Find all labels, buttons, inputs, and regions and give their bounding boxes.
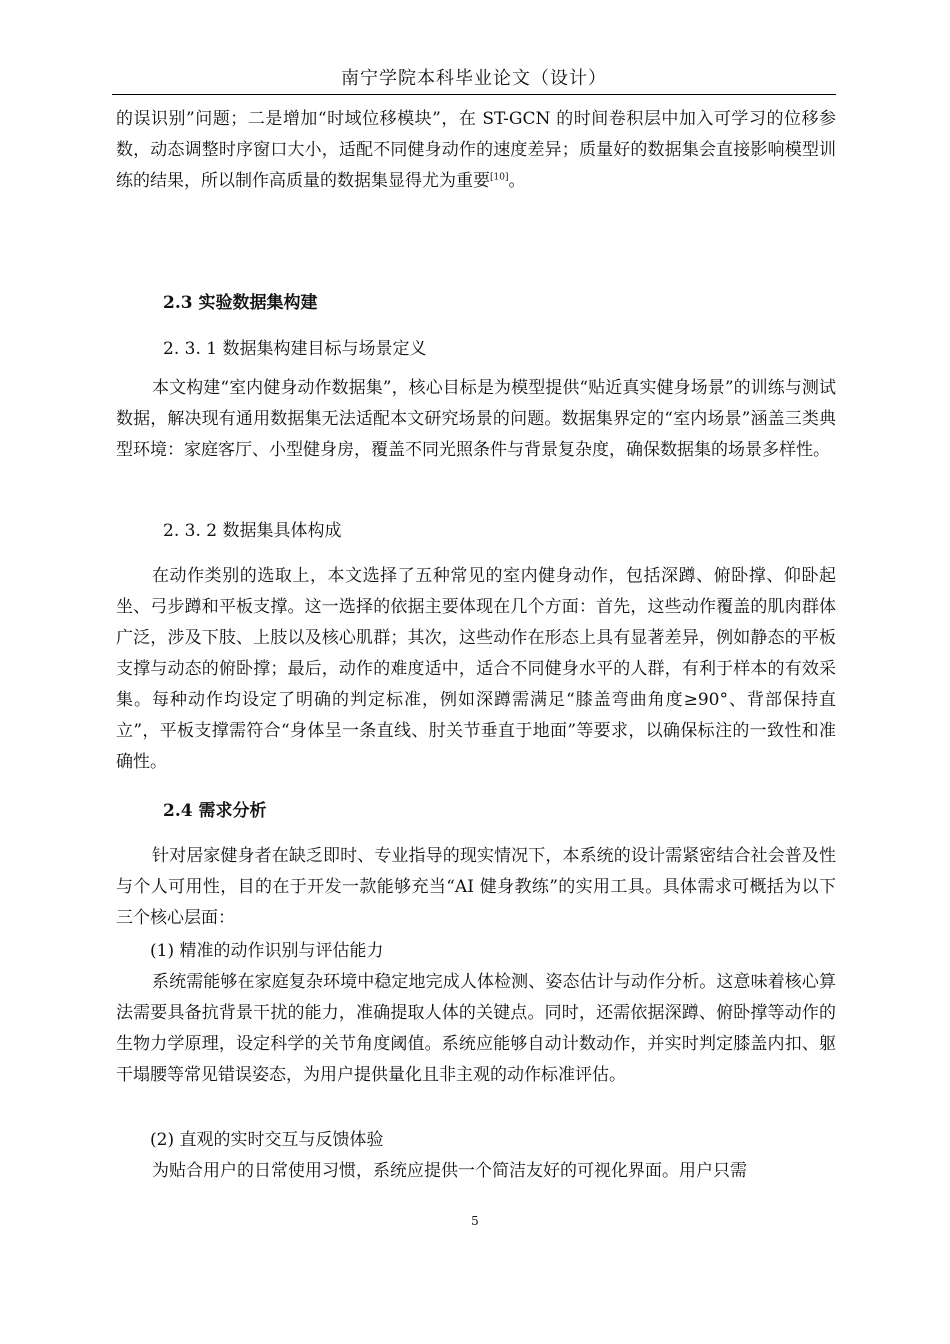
page-number: 5 xyxy=(471,1214,479,1228)
intro-text: 的误识别”问题；二是增加“时域位移模块”，在 ST-GCN 的时间卷积层中加入可学习的位移参数，动态调整时序窗口大小，适配不同健身动作的速度差异；质量好的数据集会直接影响模型训练的结果，所以制作高质量的数据集显得尤为重要 xyxy=(116,109,836,191)
list-item-2-text: 为贴合用户的日常使用习惯，系统应提供一个简洁友好的可视化界面。用户只需 xyxy=(152,1161,747,1181)
paragraph-2-3-2: 在动作类别的选取上，本文选择了五种常见的室内健身动作，包括深蹲、俯卧撑、仰卧起坐、弓步蹲和平板支撑。这一选择的依据主要体现在几个方面：首先，这些动作覆盖的肌肉群体广泛，涉及下肢、上肢以及核心肌群；其次，这些动作在形态上具有显著差异，例如静态的平板支撑与动态的俯卧撑；最后，动作的难度适中，适合不同健身水平的人群，有利于样本的有效采集。每种动作均设定了明确的判定标准，例如深蹲需满足“膝盖弯曲角度≥90°、背部保持直立”，平板支撑需符合“身体呈一条直线、肘关节垂直于地面”等要求，以确保标注的一致性和准确性。 xyxy=(116,566,836,772)
subsection-heading-2-3-2: 2. 3. 2 数据集具体构成 xyxy=(163,521,342,541)
subsection-heading-2-3-1: 2. 3. 1 数据集构建目标与场景定义 xyxy=(163,339,427,359)
running-header: 南宁学院本科毕业论文（设计） xyxy=(341,68,607,89)
section-heading-2-4: 2.4 需求分析 xyxy=(163,801,267,821)
list-item-1-text: 系统需能够在家庭复杂环境中稳定地完成人体检测、姿态估计与动作分析。这意味着核心算法需要具备抗背景干扰的能力，准确提取人体的关键点。同时，还需依据深蹲、俯卧撑等动作的生物力学原理，设定科学的关节角度阈值。系统应能够自动计数动作，并实时判定膝盖内扣、躯干塌腰等常见错误姿态，为用户提供量化且非主观的动作标准评估。 xyxy=(116,972,836,1085)
header-rule xyxy=(112,94,836,95)
paragraph-2-3-1: 本文构建“室内健身动作数据集”，核心目标是为模型提供“贴近真实健身场景”的训练与测试数据，解决现有通用数据集无法适配本文研究场景的问题。数据集界定的“室内场景”涵盖三类典型环境：家庭客厅、小型健身房，覆盖不同光照条件与背景复杂度，确保数据集的场景多样性。 xyxy=(116,378,836,460)
intro-end: 。 xyxy=(508,171,526,191)
section-heading-2-3: 2.3 实验数据集构建 xyxy=(163,293,318,313)
list-item-2-label: (2) 直观的实时交互与反馈体验 xyxy=(150,1130,384,1150)
list-item-1-label: (1) 精准的动作识别与评估能力 xyxy=(150,941,384,961)
citation-ref: [10] xyxy=(490,172,509,183)
paragraph-2-4-intro: 针对居家健身者在缺乏即时、专业指导的现实情况下，本系统的设计需紧密结合社会普及性与个人可用性，目的在于开发一款能够充当“AI 健身教练”的实用工具。具体需求可概括为以下三个核心层面： xyxy=(116,846,836,928)
intro-paragraph xyxy=(116,104,836,197)
